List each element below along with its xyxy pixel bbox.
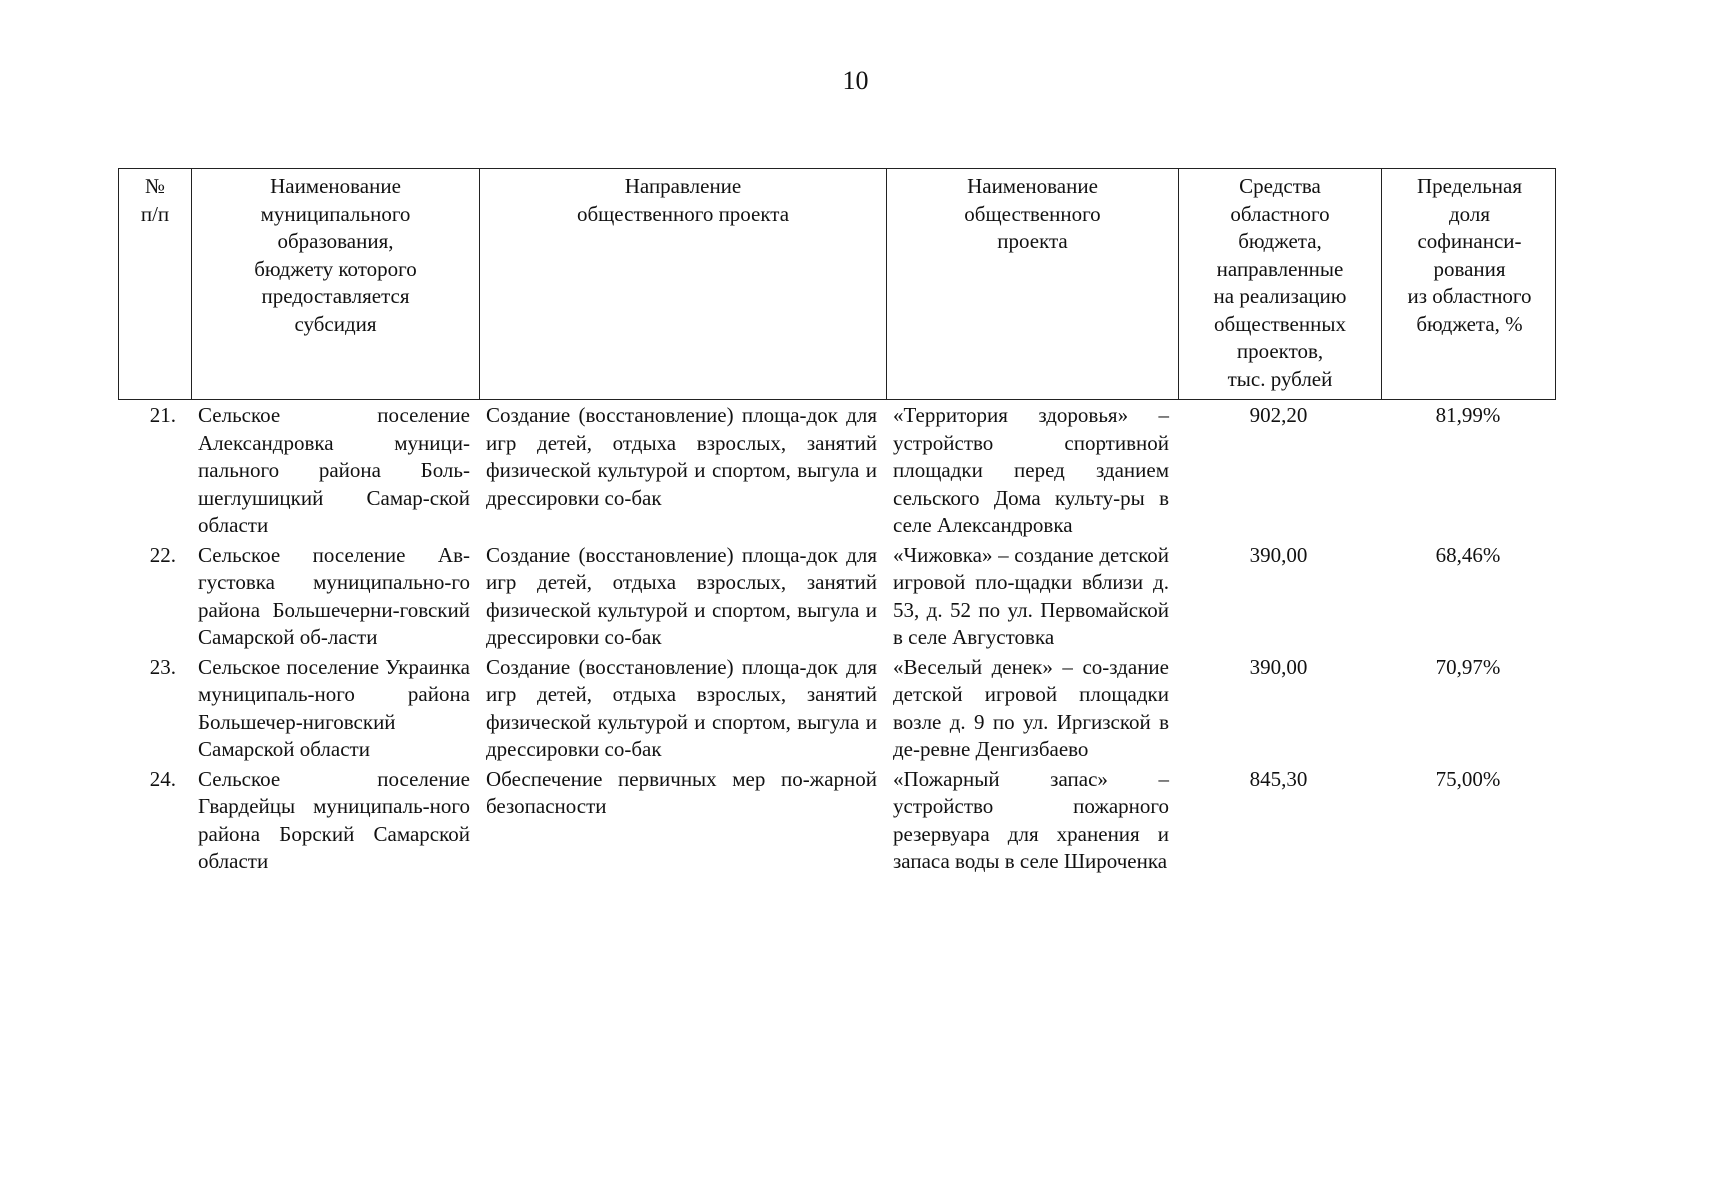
row-number: 24. (149, 766, 176, 791)
header-project-name: Наименование общественного проекта (886, 169, 1178, 399)
share-cell: 75,00% (1435, 766, 1501, 791)
share-cell: 81,99% (1435, 403, 1501, 427)
project-cell: «Пожарный запас» – устройство пожарного резервуара для хранения и запаса воды в селе Широченка (893, 766, 1169, 873)
header-funds: Средства областного бюджета, направленные на реализацию общественных проектов, тыс. рублей (1178, 169, 1381, 399)
direction-cell: Создание (восстановление) площа-док для игр детей, отдыха взрослых, занятий физической культурой и спортом, выгула и дрессировки со-бак (486, 654, 877, 761)
share-cell: 70,97% (1435, 654, 1501, 679)
header-municipality: Наименование муниципального образования, бюджету которого предоставляется субсидия (191, 169, 479, 399)
municipality-cell: Сельское поселение Александровка муници-пального района Боль-шеглушицкий Самар-ской области (198, 403, 470, 537)
page-number: 10 (842, 66, 869, 95)
funds-cell: 390,00 (1249, 542, 1308, 567)
row-number: 21. (149, 403, 176, 427)
municipality-cell: Сельское поселение Украинка муниципаль-ного района Большечер-ниговский Самарской области (198, 654, 470, 761)
table-row (118, 542, 1556, 652)
project-cell: «Территория здоровья» – устройство спортивной площадки перед зданием сельского Дома культу-ры в селе Александровка (893, 403, 1169, 537)
funds-cell: 902,20 (1249, 403, 1308, 427)
project-cell: «Чижовка» – создание детской игровой пло-щадки вблизи д. 53, д. 52 по ул. Первомайской в селе Августовка (893, 542, 1169, 649)
subsidy-table (118, 168, 1556, 876)
funds-cell: 845,30 (1249, 766, 1308, 791)
municipality-cell: Сельское поселение Ав-густовка муниципально-го района Большечерни-говский Самарской об-ласти (198, 542, 470, 649)
table-header (118, 168, 1556, 400)
header-direction: Направление общественного проекта (479, 169, 886, 399)
table-row (118, 766, 1556, 876)
project-cell: «Веселый денек» – со-здание детской игровой площадки возле д. 9 по ул. Иргизской в де-ревне Денгизбаево (893, 654, 1169, 761)
direction-cell: Создание (восстановление) площа-док для игр детей, отдыха взрослых, занятий физической культурой и спортом, выгула и дрессировки со-бак (486, 542, 877, 649)
table-row (118, 654, 1556, 764)
direction-cell: Обеспечение первичных мер по-жарной безопасности (486, 766, 877, 818)
header-share: Предельная доля софинанси- рования из областного бюджета, % (1381, 169, 1557, 399)
direction-cell: Создание (восстановление) площа-док для игр детей, отдыха взрослых, занятий физической культурой и спортом, выгула и дрессировки со-бак (486, 403, 877, 510)
row-number: 22. (149, 542, 176, 567)
table-row (118, 402, 1556, 540)
municipality-cell: Сельское поселение Гвардейцы муниципаль-ного района Борский Самарской области (198, 766, 470, 873)
row-number: 23. (149, 654, 176, 679)
share-cell: 68,46% (1435, 542, 1501, 567)
funds-cell: 390,00 (1249, 654, 1308, 679)
header-number: № п/п (140, 174, 170, 226)
